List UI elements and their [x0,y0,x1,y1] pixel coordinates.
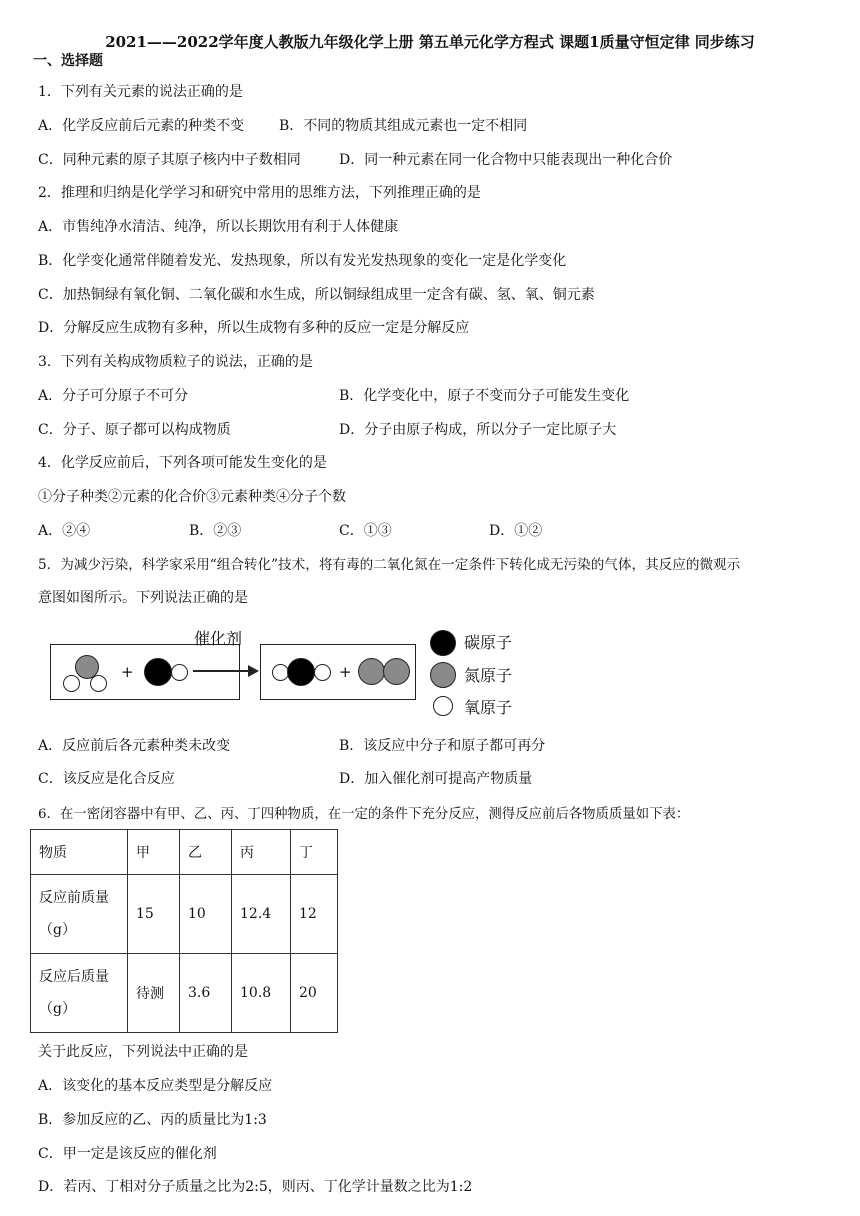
table-cell: 20 [291,954,338,1033]
legend-nitrogen-label: 氮原子 [464,666,513,685]
legend-carbon-icon [430,630,456,656]
table-header-cell: 物质 [31,830,128,875]
carbon-atom [287,658,315,686]
oxygen-atom [171,664,188,681]
question-4-option-b: B．②③ [189,523,242,539]
legend-carbon-label: 碳原子 [464,633,513,652]
question-1-option-d: D．同一种元素在同一化合物中只能表现出一种化合价 [339,152,673,168]
question-5-stem-line-1: 5．为减少污染，科学家采用“组合转化”技术，将有毒的二氧化氮在一定条件下转化成无污染的气体，其反应的微观示 [38,557,741,573]
oxygen-atom [90,675,107,692]
table-header-row [31,830,338,875]
question-2-option-a: A．市售纯净水清洁、纯净，所以长期饮用有利于人体健康 [38,219,399,235]
question-1-stem: 1．下列有关元素的说法正确的是 [38,84,243,100]
plus-sign: + [339,663,352,681]
table-header-cell: 丁 [291,830,338,875]
question-6-option-d: D．若丙、丁相对分子质量之比为2:5，则丙、丁化学计量数之比为1:2 [38,1179,473,1195]
question-5-option-b: B．该反应中分子和原子都可再分 [339,738,546,754]
question-2-stem: 2．推理和归纳是化学学习和研究中常用的思维方法，下列推理正确的是 [38,185,481,201]
question-1-option-a: A．化学反应前后元素的种类不变 [38,118,245,134]
table-header-cell: 甲 [128,830,180,875]
nitrogen-atom [383,658,410,685]
plus-sign: + [121,663,134,681]
question-6-stem: 6．在一密闭容器中有甲、乙、丙、丁四种物质，在一定的条件下充分反应，测得反应前后各物质质量如下表： [38,807,690,822]
question-4-stem: 4．化学反应前后，下列各项可能发生变化的是 [38,455,327,471]
table-cell: 15 [128,875,180,954]
table-cell: 3.6 [180,954,232,1033]
question-3-option-c: C．分子、原子都可以构成物质 [38,422,231,438]
table-header-cell: 乙 [180,830,232,875]
mass-table [30,829,338,1033]
table-header-cell: 丙 [232,830,291,875]
question-6-option-c: C．甲一定是该反应的催化剂 [38,1146,217,1162]
row-label-line-1: 反应前质量 [39,890,109,906]
reaction-arrow [193,670,249,672]
row-label-unit: （g） [39,922,76,938]
row-label [31,954,128,1033]
question-1-option-b: B．不同的物质其组成元素也一定不相同 [279,118,528,134]
table-cell: 12.4 [232,875,291,954]
row-label [31,875,128,954]
oxygen-atom [314,664,331,681]
question-5-stem-line-2: 意图如图所示。下列说法正确的是 [38,590,248,606]
question-5-option-a: A．反应前后各元素种类未改变 [38,738,231,754]
carbon-atom [144,658,172,686]
catalyst-label: 催化剂 [194,629,243,648]
question-6-prompt: 关于此反应，下列说法中正确的是 [38,1044,248,1060]
legend-nitrogen-icon [430,662,456,688]
question-4-option-c: C．①③ [339,523,392,539]
table-cell: 12 [291,875,338,954]
question-5-option-d: D．加入催化剂可提高产物质量 [339,771,533,787]
question-4-items: ①分子种类②元素的化合价③元素种类④分子个数 [38,489,346,505]
question-1-option-c: C．同种元素的原子其原子核内中子数相同 [38,152,301,168]
reactants-box [50,644,240,700]
question-2-option-c: C．加热铜绿有氧化铜、二氧化碳和水生成，所以铜绿组成里一定含有碳、氢、氧、铜元素 [38,287,595,303]
question-3-option-d: D．分子由原子构成，所以分子一定比原子大 [339,422,617,438]
question-4-option-a: A．②④ [38,523,91,539]
question-4-option-d: D．①② [489,523,543,539]
table-row [31,954,338,1033]
oxygen-atom [63,675,80,692]
question-2-option-d: D．分解反应生成物有多种，所以生成物有多种的反应一定是分解反应 [38,320,470,336]
products-box [260,644,416,700]
row-label-line-1: 反应后质量 [39,969,109,985]
question-2-option-b: B．化学变化通常伴随着发光、发热现象，所以有发光发热现象的变化一定是化学变化 [38,253,567,269]
reaction-diagram [48,624,528,720]
arrow-head-icon [248,665,259,677]
table-cell: 10.8 [232,954,291,1033]
nitrogen-atom [358,658,385,685]
legend-oxygen-label: 氧原子 [464,698,513,717]
table-row [31,875,338,954]
page-title: 2021——2022学年度人教版九年级化学上册 第五单元化学方程式 课题1质量守恒定律 同步练习 [105,33,755,51]
table-cell: 待测 [128,954,180,1033]
table-cell: 10 [180,875,232,954]
row-label-unit: （g） [39,1001,76,1017]
question-3-stem: 3．下列有关构成物质粒子的说法，正确的是 [38,354,313,370]
legend-oxygen-icon [433,696,453,716]
question-6-option-b: B．参加反应的乙、丙的质量比为1:3 [38,1112,267,1128]
question-5-option-c: C．该反应是化合反应 [38,771,175,787]
question-3-option-b: B．化学变化中，原子不变而分子可能发生变化 [339,388,630,404]
question-3-option-a: A．分子可分原子不可分 [38,388,189,404]
section-heading: 一、选择题 [33,53,103,69]
question-6-option-a: A．该变化的基本反应类型是分解反应 [38,1078,273,1094]
